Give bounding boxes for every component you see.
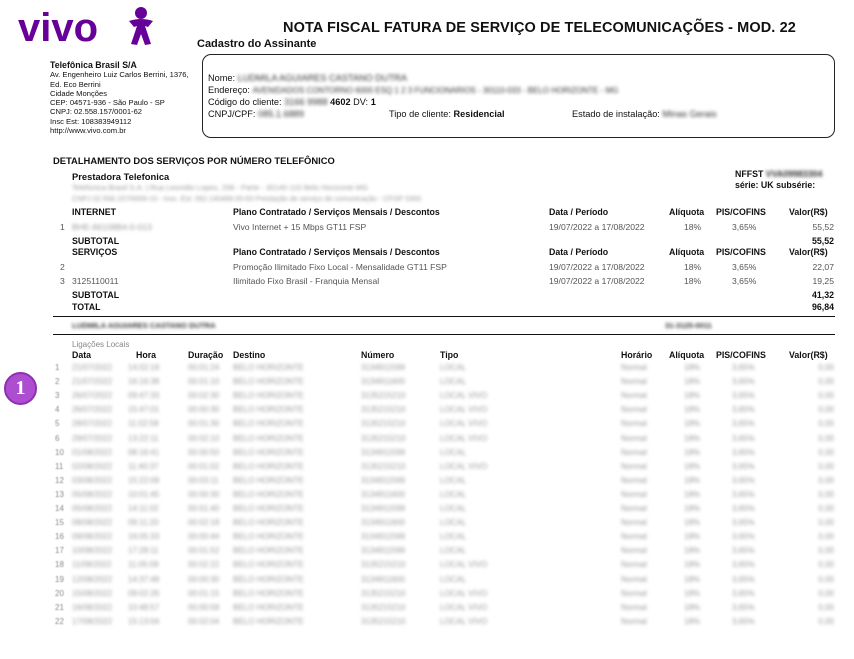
company-name: Telefônica Brasil S/A <box>50 60 137 70</box>
item-index: 1 <box>60 222 65 232</box>
call-number: 3134911600 <box>361 518 405 528</box>
item-period: 19/07/2022 a 17/08/2022 <box>549 276 645 286</box>
call-duration: 00:02:22 <box>188 560 220 570</box>
call-type: LOCAL VIVO <box>440 405 488 415</box>
call-duration: 00:01:15 <box>188 588 220 598</box>
call-hour: 09:11:20 <box>128 518 159 528</box>
call-index: 1 <box>55 363 60 372</box>
company-address-line: Ed. Eco Berrini <box>50 79 101 89</box>
call-schedule: Normal <box>621 602 647 612</box>
call-destination: BELO HORIZONTE <box>233 560 304 570</box>
call-value: 0,00 <box>818 489 834 499</box>
call-index: 18 <box>55 560 64 570</box>
call-number: 3135215210 <box>361 602 406 612</box>
call-date: 11/08/2022 <box>72 560 112 570</box>
total-value: 96,84 <box>811 302 834 312</box>
call-hour: 09:47:33 <box>128 391 160 401</box>
call-rate: 18% <box>684 419 701 429</box>
call-number: 3135215210 <box>361 616 406 626</box>
item-rate: 18% <box>684 222 702 232</box>
call-index: 17 <box>55 546 64 556</box>
call-pis: 3,65% <box>732 461 755 471</box>
call-type: LOCAL VIVO <box>440 616 488 626</box>
subtotal-value: 41,32 <box>811 290 834 300</box>
call-destination: BELO HORIZONTE <box>233 461 304 471</box>
call-rate: 18% <box>684 377 701 387</box>
call-schedule: Normal <box>621 574 647 584</box>
call-type: LOCAL VIVO <box>440 391 488 401</box>
call-index: 11 <box>55 461 64 471</box>
call-number: 3134911599 <box>361 363 405 372</box>
call-destination: BELO HORIZONTE <box>233 475 304 485</box>
call-schedule: Normal <box>621 391 647 401</box>
company-cnpj: CNPJ: 02.558.157/0001-62 <box>50 107 143 117</box>
item-index: 3 <box>60 276 65 286</box>
item-description: Ilimitado Fixo Brasil - Franquia Mensal <box>233 276 380 286</box>
client-cnpj-label: CNPJ/CPF: <box>208 109 256 119</box>
call-duration: 00:02:18 <box>188 518 220 528</box>
call-rate: 18% <box>684 616 701 626</box>
call-duration: 00:02:30 <box>188 391 220 401</box>
call-date: 01/08/2022 <box>72 447 113 457</box>
serie-label: série: UK <box>735 180 774 190</box>
call-index: 20 <box>55 588 64 598</box>
call-schedule: Normal <box>621 518 647 528</box>
call-type: LOCAL VIVO <box>440 560 488 570</box>
client-dv-label: DV: <box>353 97 369 107</box>
company-address-line: Cidade Monções <box>50 88 107 98</box>
call-hour: 16:05:33 <box>128 532 160 542</box>
call-value: 0,00 <box>818 447 834 457</box>
call-value: 0,00 <box>818 363 834 372</box>
call-index: 3 <box>55 391 60 401</box>
col-plan: Plano Contratado / Serviços Mensais / Descontos <box>233 247 440 257</box>
call-destination: BELO HORIZONTE <box>233 588 304 598</box>
call-hour: 11:05:09 <box>128 560 159 570</box>
annotation-badge-number: 1 <box>15 377 26 399</box>
call-hour: 16:16:38 <box>128 377 160 387</box>
call-date: 05/08/2022 <box>72 504 113 513</box>
call-value: 0,00 <box>818 574 834 584</box>
item-description: Vivo Internet + 15 Mbps GT11 FSP <box>233 222 367 232</box>
call-date: 03/08/2022 <box>72 475 113 485</box>
call-duration: 00:01:30 <box>188 419 220 429</box>
call-type: LOCAL VIVO <box>440 461 488 471</box>
call-duration: 00:03:11 <box>188 475 219 485</box>
call-schedule: Normal <box>621 433 647 443</box>
call-pis: 3,65% <box>732 489 755 499</box>
subtotal-label: SUBTOTAL <box>72 290 120 300</box>
call-value: 0,00 <box>818 588 834 598</box>
call-number: 3134911599 <box>361 475 405 485</box>
call-value: 0,00 <box>818 391 834 401</box>
call-index: 5 <box>55 419 60 429</box>
call-duration: 00:00:30 <box>188 405 220 415</box>
call-schedule: Normal <box>621 363 647 372</box>
call-date: 05/08/2022 <box>72 489 113 499</box>
item-index: 2 <box>60 262 65 272</box>
call-type: LOCAL <box>440 363 467 372</box>
call-destination: BELO HORIZONTE <box>233 363 304 372</box>
call-rate: 18% <box>684 405 701 415</box>
provider-cnpj: CNPJ 02.558.157/0009-10 - Insc. Est. 062.140468.00-63 Prestação de serviço de comunicação - CFOP 5300 <box>72 194 422 203</box>
total-label: TOTAL <box>72 302 101 312</box>
call-duration: 00:00:30 <box>188 574 220 584</box>
call-destination: BELO HORIZONTE <box>233 546 304 556</box>
item-period: 19/07/2022 a 17/08/2022 <box>549 262 645 272</box>
col-rate: Alíquota <box>669 247 705 257</box>
nffst-label: NFFST <box>735 169 764 179</box>
call-hour: 15:47:01 <box>128 405 160 415</box>
call-value: 0,00 <box>818 546 834 556</box>
call-hour: 14:37:48 <box>128 574 160 584</box>
call-index: 16 <box>55 532 64 542</box>
call-schedule: Normal <box>621 461 647 471</box>
call-value: 0,00 <box>818 377 834 387</box>
col-pis: PIS/COFINS <box>716 247 766 257</box>
subserie-label: subsérie: <box>776 180 816 190</box>
call-number: 3135215210 <box>361 588 406 598</box>
call-date: 02/08/2022 <box>72 461 113 471</box>
annotation-badge <box>4 372 37 405</box>
call-type: LOCAL <box>440 504 467 513</box>
section-subtitle: Cadastro do Assinante <box>197 38 317 50</box>
calls-col-value: Valor(R$) <box>789 350 828 360</box>
call-destination: BELO HORIZONTE <box>233 419 304 429</box>
call-type: LOCAL <box>440 489 467 499</box>
call-destination: BELO HORIZONTE <box>233 602 304 612</box>
subtotal-value: 55,52 <box>811 236 834 246</box>
company-address-line: Av. Engenheiro Luiz Carlos Berrini, 1376, <box>50 70 189 80</box>
call-index: 12 <box>55 475 64 485</box>
calls-col-number: Número <box>361 350 395 360</box>
call-type: LOCAL <box>440 546 467 556</box>
call-duration: 00:01:02 <box>188 461 220 471</box>
document-title: NOTA FISCAL FATURA DE SERVIÇO DE TELECOMUNICAÇÕES - MOD. 22 <box>283 20 796 36</box>
call-value: 0,00 <box>818 560 834 570</box>
calls-col-duration: Duração <box>188 350 224 360</box>
call-destination: BELO HORIZONTE <box>233 489 304 499</box>
provider-label: Prestadora Telefonica <box>72 171 170 182</box>
call-destination: BELO HORIZONTE <box>233 532 304 542</box>
call-type: LOCAL <box>440 518 467 528</box>
call-destination: BELO HORIZONTE <box>233 447 304 457</box>
call-duration: 00:02:04 <box>188 616 220 626</box>
call-number: 3134911599 <box>361 546 405 556</box>
call-date: 16/08/2022 <box>72 602 113 612</box>
call-rate: 18% <box>684 504 701 513</box>
call-index: 14 <box>55 504 64 513</box>
col-date: Data / Período <box>549 247 609 257</box>
client-type-label: Tipo de cliente: <box>389 109 451 119</box>
services-section-title: DETALHAMENTO DOS SERVIÇOS POR NÚMERO TELEFÔNICO <box>53 155 335 166</box>
call-date: 28/07/2022 <box>72 419 113 429</box>
call-rate: 18% <box>684 518 701 528</box>
call-number: 3135215210 <box>361 419 406 429</box>
call-pis: 3,65% <box>732 419 755 429</box>
call-hour: 13:22:11 <box>128 433 159 443</box>
col-pis: PIS/COFINS <box>716 207 766 217</box>
call-value: 0,00 <box>818 616 834 626</box>
call-number: 3134911599 <box>361 504 405 513</box>
call-rate: 18% <box>684 532 701 542</box>
call-hour: 10:01:45 <box>128 489 160 499</box>
calls-col-hour: Hora <box>136 350 157 360</box>
call-hour: 10:48:57 <box>128 602 160 612</box>
call-index: 6 <box>55 433 60 443</box>
call-destination: BELO HORIZONTE <box>233 433 304 443</box>
call-duration: 00:01:24 <box>188 363 220 372</box>
call-index: 2 <box>55 377 60 387</box>
call-date: 26/07/2022 <box>72 405 113 415</box>
call-duration: 00:01:52 <box>188 546 220 556</box>
client-code-label: Código do cliente: <box>208 97 282 107</box>
call-rate: 18% <box>684 588 701 598</box>
call-value: 0,00 <box>818 518 834 528</box>
call-destination: BELO HORIZONTE <box>233 405 304 415</box>
item-pis: 3,65% <box>732 222 757 232</box>
call-duration: 00:00:58 <box>188 602 220 612</box>
call-type: LOCAL <box>440 475 467 485</box>
call-type: LOCAL <box>440 574 467 584</box>
call-pis: 3,65% <box>732 377 755 387</box>
call-rate: 18% <box>684 546 701 556</box>
svg-text:vivo: vivo <box>18 6 99 48</box>
call-duration: 00:00:44 <box>188 532 220 542</box>
call-duration: 00:02:10 <box>188 433 220 443</box>
call-schedule: Normal <box>621 616 647 626</box>
call-pis: 3,65% <box>732 475 755 485</box>
call-schedule: Normal <box>621 447 647 457</box>
nffst-value: VVA09983304 <box>765 169 823 179</box>
call-duration: 00:01:40 <box>188 504 220 513</box>
call-schedule: Normal <box>621 419 647 429</box>
call-hour: 15:13:04 <box>128 616 160 626</box>
call-rate: 18% <box>684 475 701 485</box>
call-schedule: Normal <box>621 546 647 556</box>
client-cnpj-value: 085.1.6889 <box>258 109 305 119</box>
calls-col-rate: Alíquota <box>669 350 705 360</box>
call-number: 3135215210 <box>361 461 406 471</box>
call-index: 21 <box>55 602 64 612</box>
call-value: 0,00 <box>818 475 834 485</box>
calls-group-label: Ligações Locais <box>72 340 130 349</box>
call-hour: 15:22:09 <box>128 475 160 485</box>
provider-address: Telefonica Brasil S.A. | Rua Leonidio Lopes, 258 - Parte - 30140-110 Belo Horizonte MG <box>72 183 369 192</box>
client-state-value: Minas Gerais <box>662 109 717 119</box>
call-rate: 18% <box>684 447 701 457</box>
call-value: 0,00 <box>818 602 834 612</box>
call-destination: BELO HORIZONTE <box>233 518 304 528</box>
call-hour: 08:16:41 <box>128 447 160 457</box>
call-pis: 3,65% <box>732 504 755 513</box>
call-index: 13 <box>55 489 64 499</box>
item-value: 22,07 <box>812 262 834 272</box>
col-rate: Alíquota <box>669 207 705 217</box>
call-hour: 09:02:26 <box>128 588 160 598</box>
call-type: LOCAL VIVO <box>440 588 488 598</box>
call-number: 3135215210 <box>361 405 406 415</box>
internet-group-title: INTERNET <box>72 207 116 217</box>
call-hour: 14:02:18 <box>128 363 160 372</box>
client-name-label: Nome: <box>208 73 236 83</box>
call-duration: 00:00:30 <box>188 489 220 499</box>
call-type: LOCAL <box>440 377 467 387</box>
call-rate: 18% <box>684 363 701 372</box>
call-destination: BELO HORIZONTE <box>233 574 304 584</box>
company-insc: Insc Est: 108383949112 <box>50 116 132 126</box>
client-state-label: Estado de instalação: <box>572 109 660 119</box>
call-index: 22 <box>55 616 64 626</box>
client-code-visible: 4602 <box>330 97 351 107</box>
call-number: 3135215210 <box>361 391 406 401</box>
client-name-value: LUDMILA AGUIARES CASTANO DUTRA <box>237 73 407 83</box>
item-pis: 3,65% <box>732 262 757 272</box>
col-date: Data / Período <box>549 207 609 217</box>
call-date: 15/08/2022 <box>72 588 113 598</box>
call-schedule: Normal <box>621 405 647 415</box>
call-value: 0,00 <box>818 405 834 415</box>
col-value: Valor(R$) <box>789 207 828 217</box>
subtotal-label: SUBTOTAL <box>72 236 120 246</box>
call-pis: 3,65% <box>732 602 755 612</box>
call-destination: BELO HORIZONTE <box>233 504 304 513</box>
call-destination: BELO HORIZONTE <box>233 391 304 401</box>
call-value: 0,00 <box>818 419 834 429</box>
call-hour: 11:02:58 <box>128 419 159 429</box>
calls-col-type: Tipo <box>440 350 459 360</box>
call-number: 3134911600 <box>361 574 405 584</box>
calls-col-date: Data <box>72 350 92 360</box>
call-rate: 18% <box>684 574 701 584</box>
call-pis: 3,65% <box>732 405 755 415</box>
call-pis: 3,65% <box>732 391 755 401</box>
call-schedule: Normal <box>621 377 647 387</box>
call-rate: 18% <box>684 391 701 401</box>
call-number: 3134911600 <box>361 377 405 387</box>
call-date: 10/08/2022 <box>72 546 113 556</box>
company-website: http://www.vivo.com.br <box>50 126 126 136</box>
call-destination: BELO HORIZONTE <box>233 377 304 387</box>
call-schedule: Normal <box>621 532 647 542</box>
item-pis: 3,65% <box>732 276 757 286</box>
call-date: 08/08/2022 <box>72 518 113 528</box>
calls-owner-name: LUDMILA AGUIARES CASTANO DUTRA <box>72 321 216 330</box>
calls-col-dest: Destino <box>233 350 266 360</box>
call-value: 0,00 <box>818 461 834 471</box>
call-number: 3134911599 <box>361 447 405 457</box>
call-hour: 14:11:02 <box>128 504 159 513</box>
call-pis: 3,65% <box>732 363 755 372</box>
item-id: BHE-66108B4-0-013 <box>72 222 152 232</box>
client-type-value: Residencial <box>453 109 505 119</box>
call-schedule: Normal <box>621 588 647 598</box>
call-pis: 3,65% <box>732 616 755 626</box>
company-cep: CEP: 04571-936 - São Paulo - SP <box>50 98 165 108</box>
call-date: 17/08/2022 <box>72 616 113 626</box>
call-rate: 18% <box>684 489 701 499</box>
call-schedule: Normal <box>621 475 647 485</box>
client-address-value: AVENIDADOS CONTORNO 6000 ESQ 1 2 3 FUNCIONARIOS - 30110-033 - BELO HORIZONTE - MG <box>252 86 619 95</box>
call-date: 26/07/2022 <box>72 391 113 401</box>
call-number: 3135215210 <box>361 560 406 570</box>
call-pis: 3,65% <box>732 588 755 598</box>
call-type: LOCAL <box>440 447 467 457</box>
call-pis: 3,65% <box>732 546 755 556</box>
call-pis: 3,65% <box>732 433 755 443</box>
item-rate: 18% <box>684 262 702 272</box>
call-number: 3135215210 <box>361 433 406 443</box>
call-number: 3134911599 <box>361 532 405 542</box>
item-id: 3125110011 <box>72 276 119 286</box>
call-value: 0,00 <box>818 433 834 443</box>
calls-owner-phone: 31-3125-0011 <box>665 321 712 330</box>
item-value: 55,52 <box>812 222 834 232</box>
call-type: LOCAL VIVO <box>440 419 488 429</box>
call-index: 15 <box>55 518 64 528</box>
client-dv-value: 1 <box>370 97 376 107</box>
call-type: LOCAL VIVO <box>440 602 488 612</box>
call-pis: 3,65% <box>732 447 755 457</box>
client-address-label: Endereço: <box>208 85 250 95</box>
call-index: 10 <box>55 447 64 457</box>
item-description: Promoção Ilimitado Fixo Local - Mensalidade GT11 FSP <box>233 262 447 272</box>
call-schedule: Normal <box>621 560 647 570</box>
client-code-masked: 3166 9988 <box>284 97 328 107</box>
item-rate: 18% <box>684 276 702 286</box>
call-schedule: Normal <box>621 504 647 513</box>
call-date: 09/08/2022 <box>72 532 113 542</box>
col-value: Valor(R$) <box>789 247 828 257</box>
call-date: 29/07/2022 <box>72 433 113 443</box>
call-index: 4 <box>55 405 60 415</box>
call-rate: 18% <box>684 560 701 570</box>
call-type: LOCAL VIVO <box>440 433 488 443</box>
call-type: LOCAL <box>440 532 467 542</box>
call-duration: 00:01:10 <box>188 377 220 387</box>
call-pis: 3,65% <box>732 532 755 542</box>
call-pis: 3,65% <box>732 518 755 528</box>
call-value: 0,00 <box>818 532 834 542</box>
call-rate: 18% <box>684 602 701 612</box>
call-date: 12/08/2022 <box>72 574 113 584</box>
call-pis: 3,65% <box>732 574 755 584</box>
item-period: 19/07/2022 a 17/08/2022 <box>549 222 645 232</box>
call-schedule: Normal <box>621 489 647 499</box>
services-group-title: SERVIÇOS <box>72 247 118 257</box>
call-pis: 3,65% <box>732 560 755 570</box>
call-hour: 11:40:37 <box>128 461 159 471</box>
call-number: 3134911600 <box>361 489 405 499</box>
calls-col-schedule: Horário <box>621 350 653 360</box>
call-date: 21/07/2022 <box>72 363 113 372</box>
calls-col-pis: PIS/COFINS <box>716 350 766 360</box>
col-plan: Plano Contratado / Serviços Mensais / Descontos <box>233 207 440 217</box>
call-index: 19 <box>55 574 64 584</box>
item-value: 19,25 <box>812 276 834 286</box>
call-destination: BELO HORIZONTE <box>233 616 304 626</box>
call-date: 21/07/2022 <box>72 377 113 387</box>
call-duration: 00:00:50 <box>188 447 220 457</box>
call-rate: 18% <box>684 433 701 443</box>
call-hour: 17:28:11 <box>128 546 159 556</box>
call-value: 0,00 <box>818 504 834 513</box>
call-rate: 18% <box>684 461 701 471</box>
